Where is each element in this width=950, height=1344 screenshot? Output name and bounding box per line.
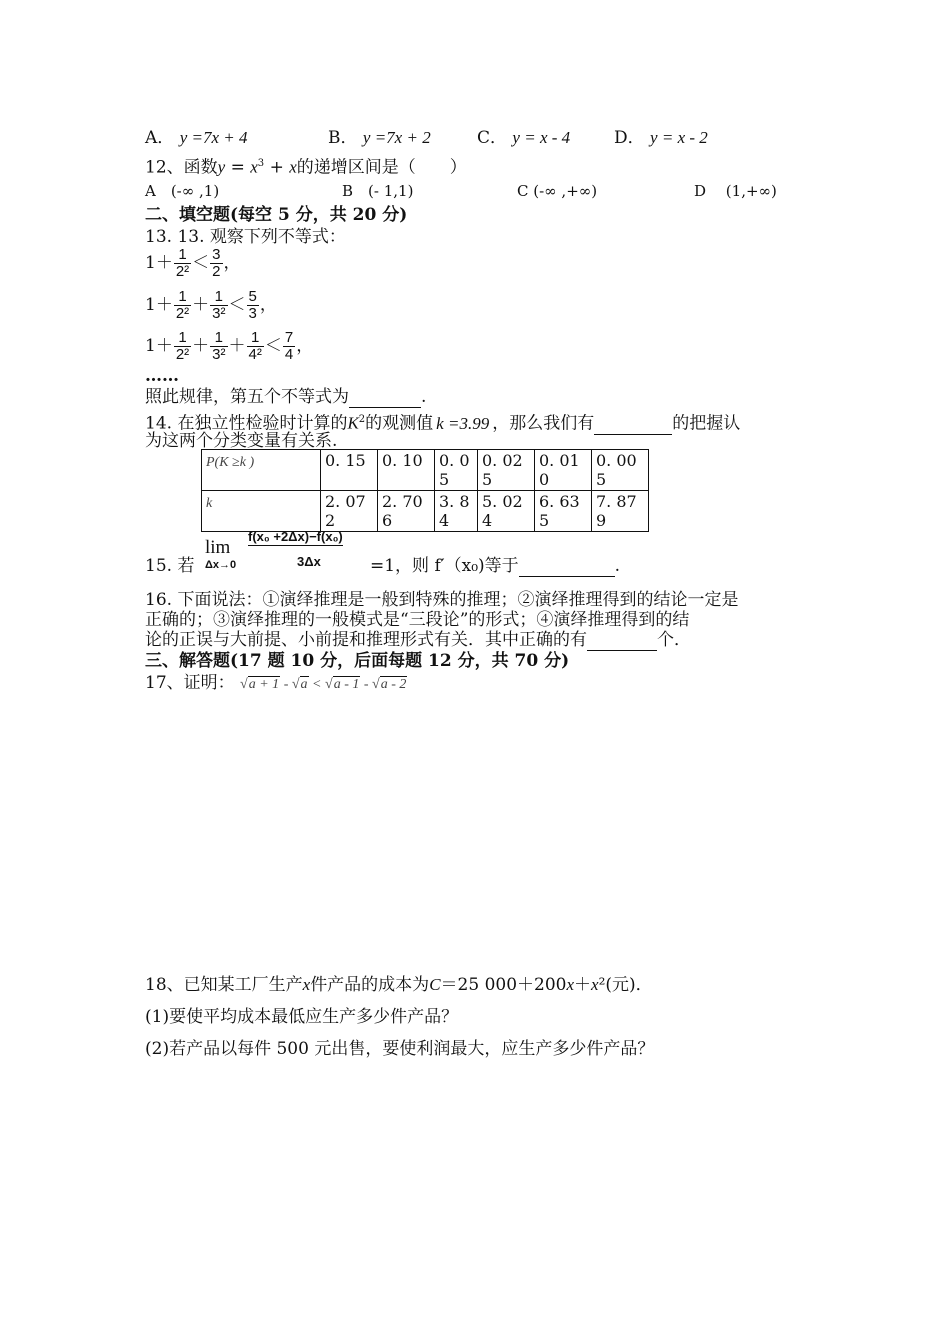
q18-line-2: (1)要使平均成本最低应生产多少件产品？ [145, 1007, 459, 1027]
q12-option-b: B (- 1,1) [342, 182, 414, 200]
q15-prefix: 15. 若 [145, 556, 195, 576]
q16-line-1: 16. 下面说法：①演绎推理是一般到特殊的推理；②演绎推理得到的结论一定是 [145, 590, 739, 610]
q11-option-c: C． y = x - 4 [477, 128, 571, 148]
table-cell: 0. 15 [321, 450, 378, 491]
q12-option-a: A (-∞ ,1) [145, 182, 220, 200]
fraction: $\frac{1}{\text{3²}}$ [212, 288, 226, 322]
fraction: $\frac{7}{4}$ [284, 329, 294, 363]
q18-line-3: (2)若产品以每件 500 元出售，要使利润最大，应生产多少件产品？ [145, 1039, 655, 1059]
q11-option-b: B． y =7x + 2 [328, 128, 431, 148]
q11-option-a: A． y =7x + 4 [145, 128, 248, 148]
q13-inequality-2: 1＋ $\frac{1}{\text{2²}}$ ＋ $\frac{1}{\text{3²}}$ ＜ $\frac{5}{3}$ ， [145, 288, 277, 322]
table-cell: 2. 07 2 [321, 491, 378, 532]
table-cell: 0. 01 0 [535, 450, 592, 491]
q14-line-2: 为这两个分类变量有关系. [145, 431, 338, 451]
table-cell: 3. 8 4 [435, 491, 478, 532]
table-cell: 0. 00 5 [592, 450, 649, 491]
fraction: $\frac{1}{\text{3²}}$ [212, 329, 226, 363]
table-cell: 2. 70 6 [378, 491, 435, 532]
fraction: $\frac{1}{\text{4²}}$ [248, 329, 262, 363]
answer-blank[interactable] [349, 387, 421, 408]
answer-blank[interactable] [519, 556, 615, 577]
table-cell: 5. 02 4 [478, 491, 535, 532]
table-cell: 0. 02 5 [478, 450, 535, 491]
fraction: $\frac{1}{\text{2²}}$ [175, 329, 190, 363]
table-cell: 0. 0 5 [435, 450, 478, 491]
table-cell: 0. 10 [378, 450, 435, 491]
q15-question: =1，则 f′（x₀)等于 . [370, 556, 621, 576]
fraction: $\frac{5}{3}$ [248, 288, 257, 322]
q13-question: 照此规律，第五个不等式为 . [145, 387, 427, 407]
section-2-title: 二、填空题(每空 5 分，共 20 分) [145, 205, 408, 225]
q14-line-1: 14. 在独立性检验时计算的$K^2$的观测值 k =3.99 ，那么我们有 的把握认 [145, 413, 741, 434]
table-cell: 7. 87 9 [592, 491, 649, 532]
answer-blank[interactable] [594, 414, 672, 435]
q13-ellipsis: …… [145, 366, 179, 386]
q13-inequality-1: 1＋ $\frac{1}{\text{2²}}$ ＜ $\frac{3}{2}$ ， [145, 246, 241, 280]
fraction: $\frac{1}{\text{2²}}$ [175, 288, 190, 322]
q16-line-3: 论的正误与大前提、小前提和推理形式有关．其中正确的有 个． [145, 630, 691, 650]
table-header-cell: k [202, 491, 321, 532]
q11-option-d: D． y = x - 2 [614, 128, 708, 148]
fraction: $\frac{1}{\text{2²}}$ [175, 246, 190, 280]
table-row [202, 491, 649, 532]
fraction: $\frac{3}{2}$ [212, 246, 221, 280]
q12-stem: 12、函数$y = x^3 + x$的递增区间是（ ） [145, 157, 467, 178]
answer-blank[interactable] [587, 630, 657, 651]
q13-inequality-3: 1＋ $\frac{1}{\text{2²}}$ ＋ $\frac{1}{\text{3²}}$ ＋ $\frac{1}{\text{4²}}$ ＜ $\frac{7}{4}$ ， [145, 329, 314, 363]
table-header-cell: P(K ≥k ) [202, 450, 321, 491]
table-row [202, 450, 649, 491]
section-3-title: 三、解答题(17 题 10 分，后面每题 12 分，共 70 分) [145, 651, 570, 671]
q17-statement: 17、证明： √a + 1 - √a < √a - 1 - √a - 2 [145, 673, 407, 693]
q12-option-c: C (-∞ ,+∞) [517, 182, 598, 200]
q13-intro: 13. 13. 观察下列不等式： [145, 227, 346, 247]
q16-line-2: 正确的；③演绎推理的一般模式是“三段论”的形式；④演绎推理得到的结 [145, 610, 690, 630]
q12-option-d: D (1,+∞) [694, 182, 777, 200]
critical-value-table [201, 449, 649, 532]
table-cell: 6. 63 5 [535, 491, 592, 532]
q18-line-1: 18、已知某工厂生产x件产品的成本为C＝25 000＋200x＋x²(元)． [145, 975, 653, 995]
